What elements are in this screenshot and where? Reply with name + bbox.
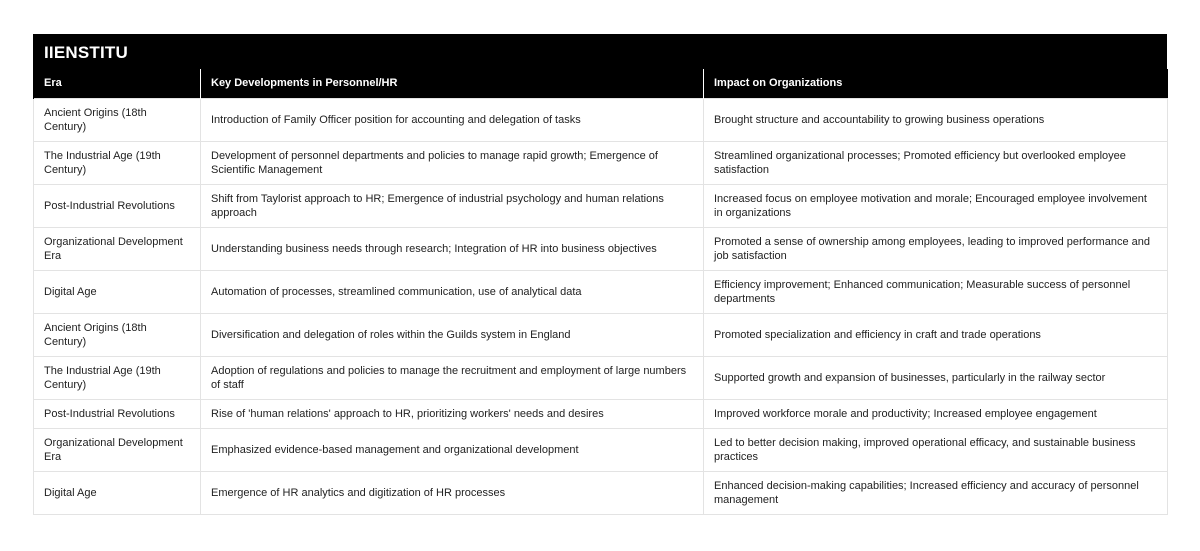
cell-era: Post-Industrial Revolutions (34, 184, 201, 227)
header-era: Era (34, 69, 201, 98)
header-impact: Impact on Organizations (704, 69, 1168, 98)
cell-era: Digital Age (34, 270, 201, 313)
brand-title: IIENSTITU (33, 34, 1167, 69)
cell-impact: Streamlined organizational processes; Promoted efficiency but overlooked employee satisfaction (704, 141, 1168, 184)
cell-development: Emphasized evidence-based management and organizational development (201, 428, 704, 471)
cell-development: Rise of 'human relations' approach to HR, prioritizing workers' needs and desires (201, 399, 704, 428)
table-row (34, 428, 1168, 471)
cell-development: Emergence of HR analytics and digitization of HR processes (201, 471, 704, 514)
cell-era: Post-Industrial Revolutions (34, 399, 201, 428)
cell-development: Automation of processes, streamlined communication, use of analytical data (201, 270, 704, 313)
cell-era: The Industrial Age (19th Century) (34, 141, 201, 184)
cell-development: Introduction of Family Officer position for accounting and delegation of tasks (201, 98, 704, 141)
cell-impact: Increased focus on employee motivation and morale; Encouraged employee involvement in organizations (704, 184, 1168, 227)
cell-impact: Improved workforce morale and productivity; Increased employee engagement (704, 399, 1168, 428)
cell-development: Understanding business needs through research; Integration of HR into business objectives (201, 227, 704, 270)
table-row (34, 471, 1168, 514)
cell-development: Adoption of regulations and policies to manage the recruitment and employment of large numbers of staff (201, 356, 704, 399)
table-row (34, 270, 1168, 313)
cell-impact: Efficiency improvement; Enhanced communication; Measurable success of personnel departments (704, 270, 1168, 313)
cell-impact: Led to better decision making, improved operational efficacy, and sustainable business practices (704, 428, 1168, 471)
cell-era: The Industrial Age (19th Century) (34, 356, 201, 399)
cell-impact: Promoted specialization and efficiency in craft and trade operations (704, 313, 1168, 356)
cell-era: Organizational Development Era (34, 428, 201, 471)
cell-impact: Enhanced decision-making capabilities; Increased efficiency and accuracy of personnel management (704, 471, 1168, 514)
table-row (34, 141, 1168, 184)
header-key-developments: Key Developments in Personnel/HR (201, 69, 704, 98)
cell-era: Digital Age (34, 471, 201, 514)
cell-development: Shift from Taylorist approach to HR; Emergence of industrial psychology and human relations approach (201, 184, 704, 227)
table-row (34, 313, 1168, 356)
header-row (34, 69, 1168, 98)
hr-history-table (33, 69, 1168, 515)
cell-era: Ancient Origins (18th Century) (34, 313, 201, 356)
table-row (34, 98, 1168, 141)
table-container (33, 34, 1167, 515)
table-row (34, 184, 1168, 227)
table-row (34, 356, 1168, 399)
table-row (34, 399, 1168, 428)
cell-development: Diversification and delegation of roles within the Guilds system in England (201, 313, 704, 356)
cell-impact: Promoted a sense of ownership among employees, leading to improved performance and job satisfaction (704, 227, 1168, 270)
cell-impact: Supported growth and expansion of businesses, particularly in the railway sector (704, 356, 1168, 399)
cell-era: Ancient Origins (18th Century) (34, 98, 201, 141)
cell-era: Organizational Development Era (34, 227, 201, 270)
cell-impact: Brought structure and accountability to growing business operations (704, 98, 1168, 141)
cell-development: Development of personnel departments and policies to manage rapid growth; Emergence of Scientific Management (201, 141, 704, 184)
table-row (34, 227, 1168, 270)
